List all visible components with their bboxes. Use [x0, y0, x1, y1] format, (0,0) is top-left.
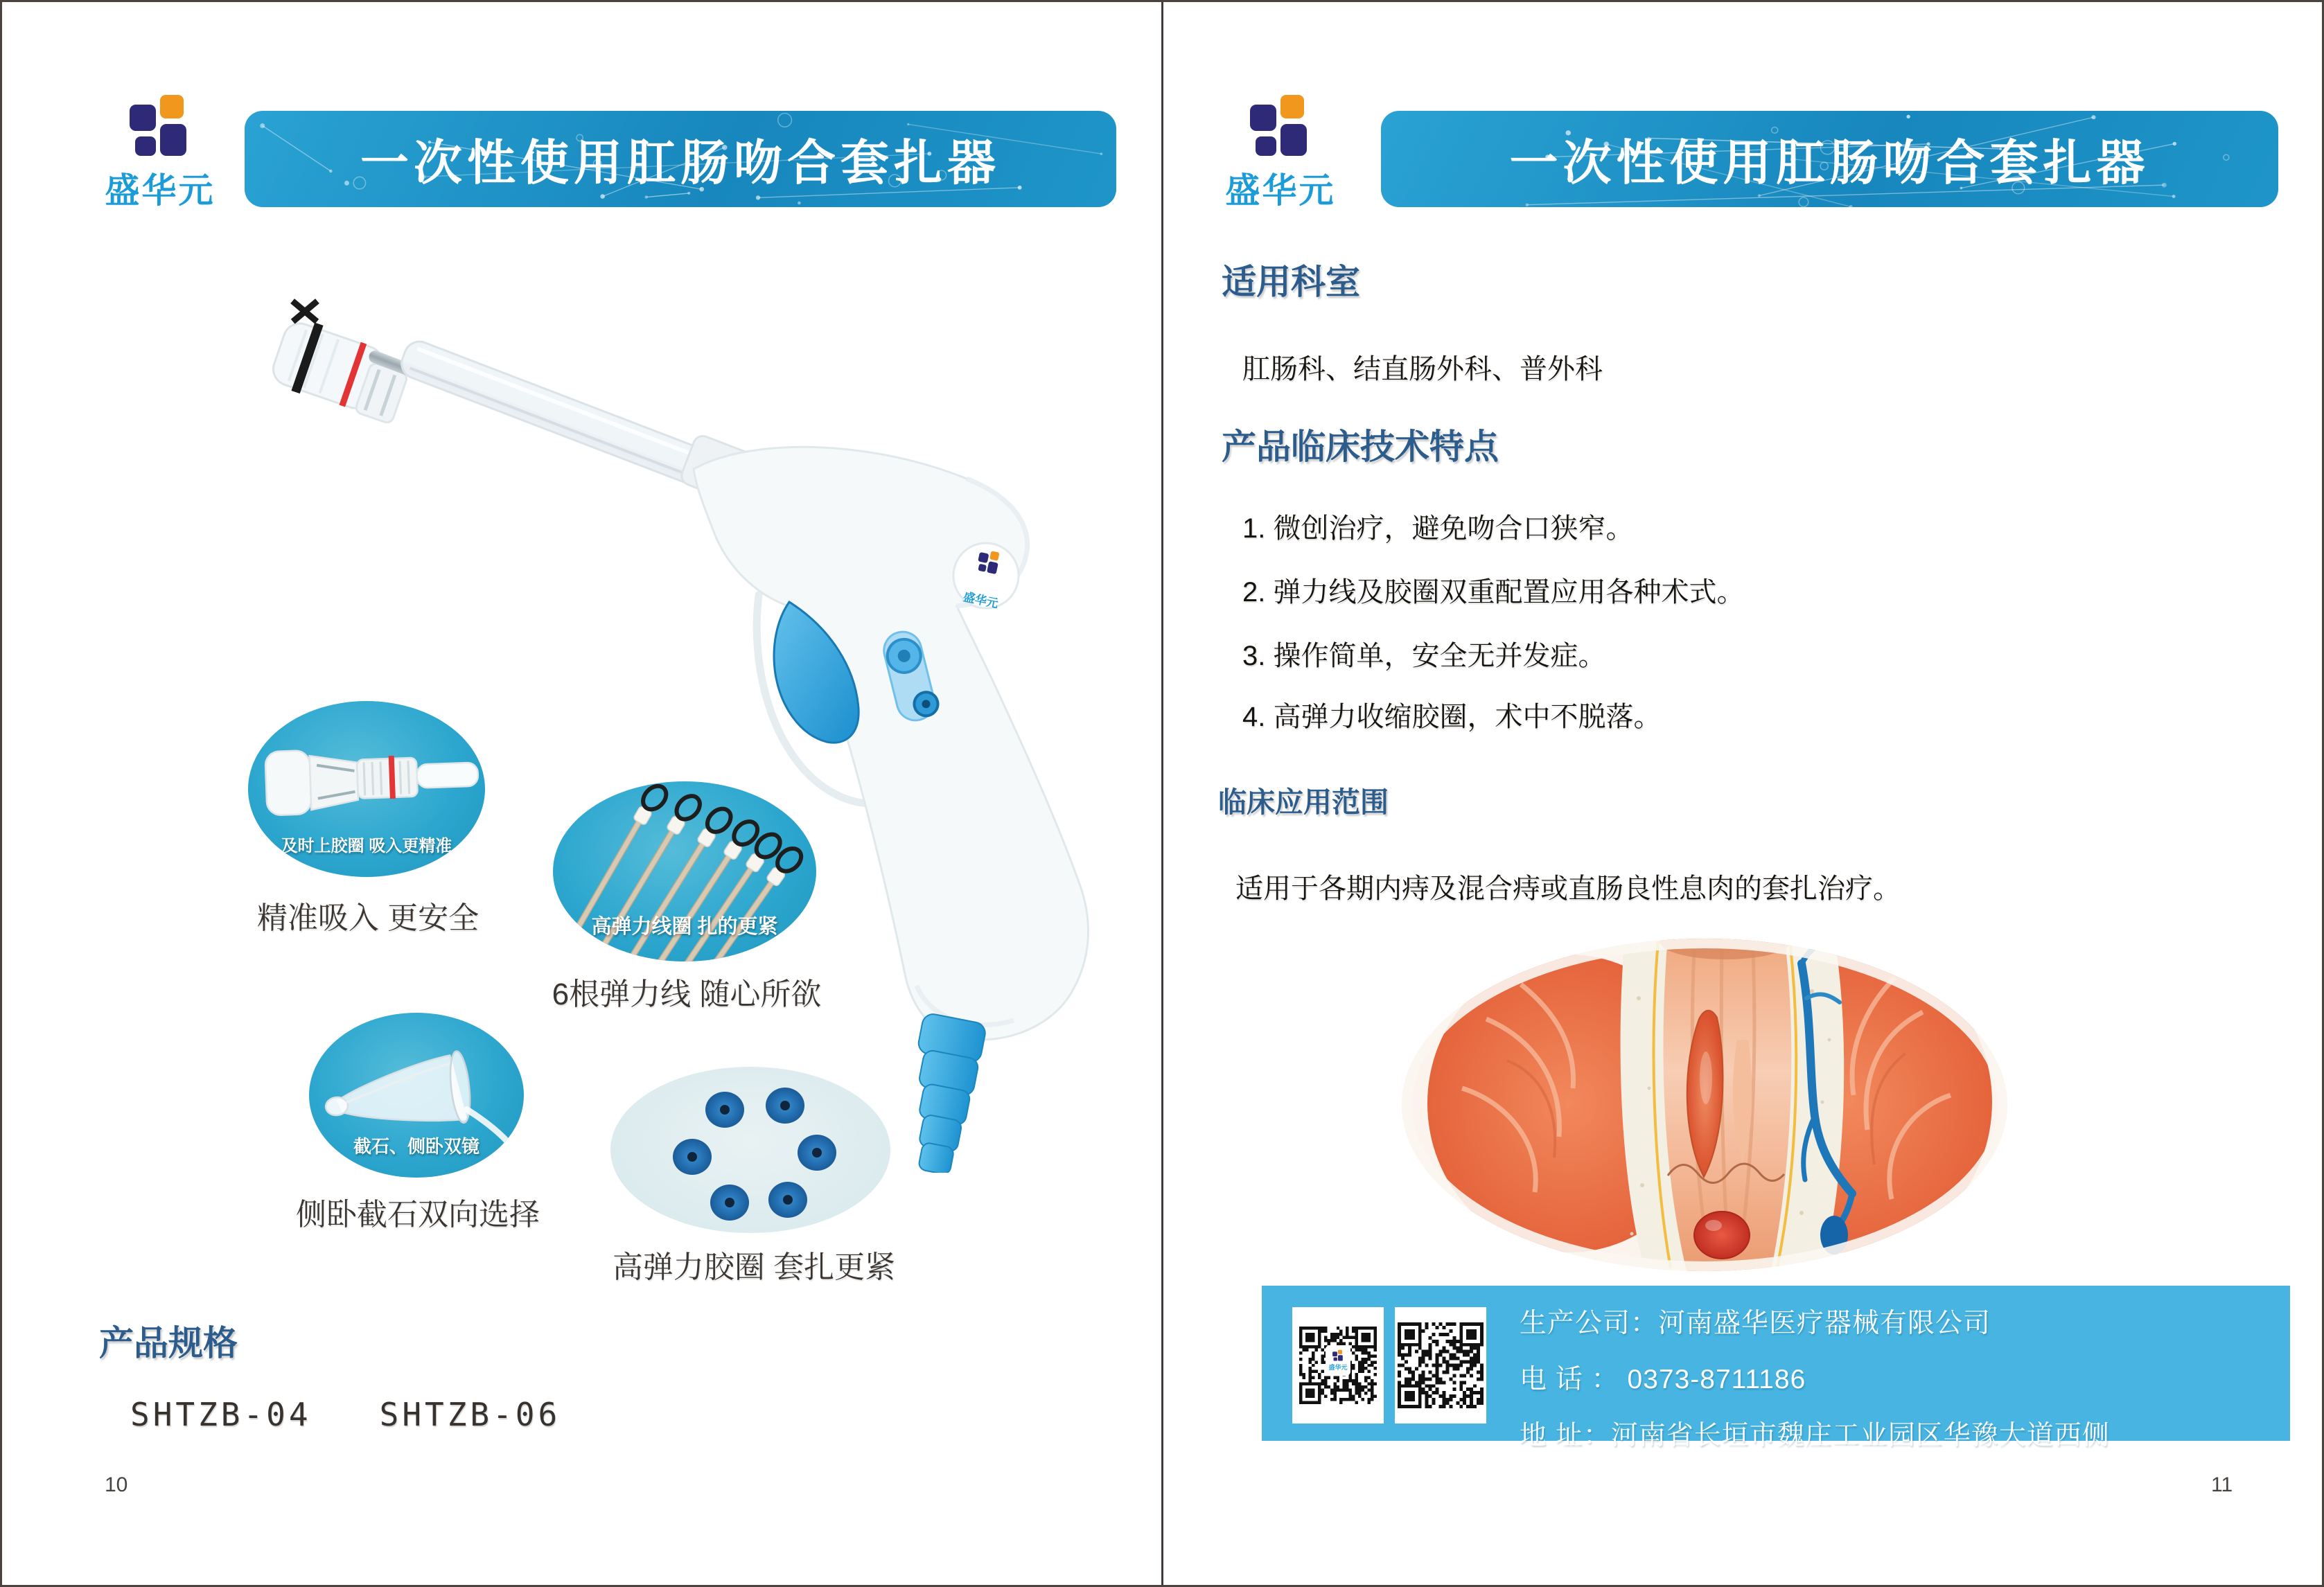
scope-body: 适用于各期内痔及混合痔或直肠良性息肉的套扎治疗。 — [1235, 874, 1901, 904]
feature-item: 4. 高弹力收缩胶圈，术中不脱落。 — [1242, 702, 1662, 732]
caption-elastic: 6根弹力线 随心所欲 — [552, 977, 822, 1011]
callout-anoscope-overlay-text: 截石、侧卧双镜 — [353, 1136, 480, 1157]
caption-suction: 精准吸入 更安全 — [256, 901, 479, 935]
anal-canal-illustration — [1396, 936, 2013, 1274]
logo-mark-icon — [125, 92, 195, 161]
callout-suction-overlay-text: 及时上胶圈 吸入更精准 — [281, 837, 452, 855]
qr-badge-text: 盛华元 — [1328, 1364, 1348, 1372]
feature-item: 3. 操作简单，安全无并发症。 — [1242, 641, 1606, 671]
qr-logo-badge — [1326, 1345, 1350, 1376]
qr-code-card — [1395, 1307, 1486, 1424]
page-divider — [1161, 2, 1163, 1587]
logo-wordmark: 盛华元 — [105, 171, 215, 210]
page-number-left: 10 — [105, 1473, 128, 1496]
rubber-rings-illustration — [610, 1067, 890, 1233]
spec-heading: 产品规格 — [99, 1324, 238, 1363]
logo-mark-icon — [1332, 1349, 1344, 1362]
contact-company: 生产公司：河南盛华医疗器械有限公司 — [1520, 1309, 1991, 1338]
feature-item: 1. 微创治疗，避免吻合口狭窄。 — [1242, 513, 1634, 544]
logo-mark-icon — [1246, 92, 1315, 161]
departments-heading: 适用科室 — [1222, 263, 1360, 301]
logo-wordmark: 盛华元 — [1225, 171, 1336, 210]
departments-body: 肛肠科、结直肠外科、普外科 — [1242, 354, 1603, 384]
contact-address: 地 址：河南省长垣市魏庄工业园区华豫大道西侧 — [1520, 1421, 2110, 1451]
svg-text:盛华元: 盛华元 — [962, 590, 1000, 611]
features-heading: 产品临床技术特点 — [1222, 427, 1499, 466]
caption-anoscope: 侧卧截石双向选择 — [296, 1198, 540, 1232]
page-title: 一次性使用肛肠吻合套扎器 — [1509, 136, 2150, 190]
qr-code-card — [1292, 1307, 1384, 1424]
contact-text — [1520, 1302, 2110, 1453]
company-logo-right — [1222, 92, 1339, 213]
callout-elastic-lines — [553, 781, 816, 961]
callout-rubber-rings — [610, 1067, 890, 1233]
left-page-title-banner — [245, 111, 1116, 207]
contact-phone: 电 话 ： 0373-8711186 — [1520, 1365, 1806, 1394]
scope-heading: 临床应用范围 — [1218, 786, 1389, 818]
callout-elastic-overlay-text: 高弹力线圈 扎的更紧 — [591, 916, 778, 938]
company-logo-left — [101, 92, 219, 213]
feature-item: 2. 弹力线及胶圈双重配置应用各种术式。 — [1242, 577, 1745, 608]
page-number-right: 11 — [2211, 1473, 2233, 1496]
page-title: 一次性使用肛肠吻合套扎器 — [360, 136, 1001, 190]
caption-rings: 高弹力胶圈 套扎更紧 — [612, 1250, 896, 1284]
callout-suction-tip — [248, 701, 485, 877]
callout-anoscope — [309, 1013, 524, 1178]
spec-models: SHTZB-04 SHTZB-06 — [130, 1396, 561, 1433]
qr-code-website — [1398, 1322, 1484, 1408]
right-page-title-banner — [1381, 111, 2278, 207]
